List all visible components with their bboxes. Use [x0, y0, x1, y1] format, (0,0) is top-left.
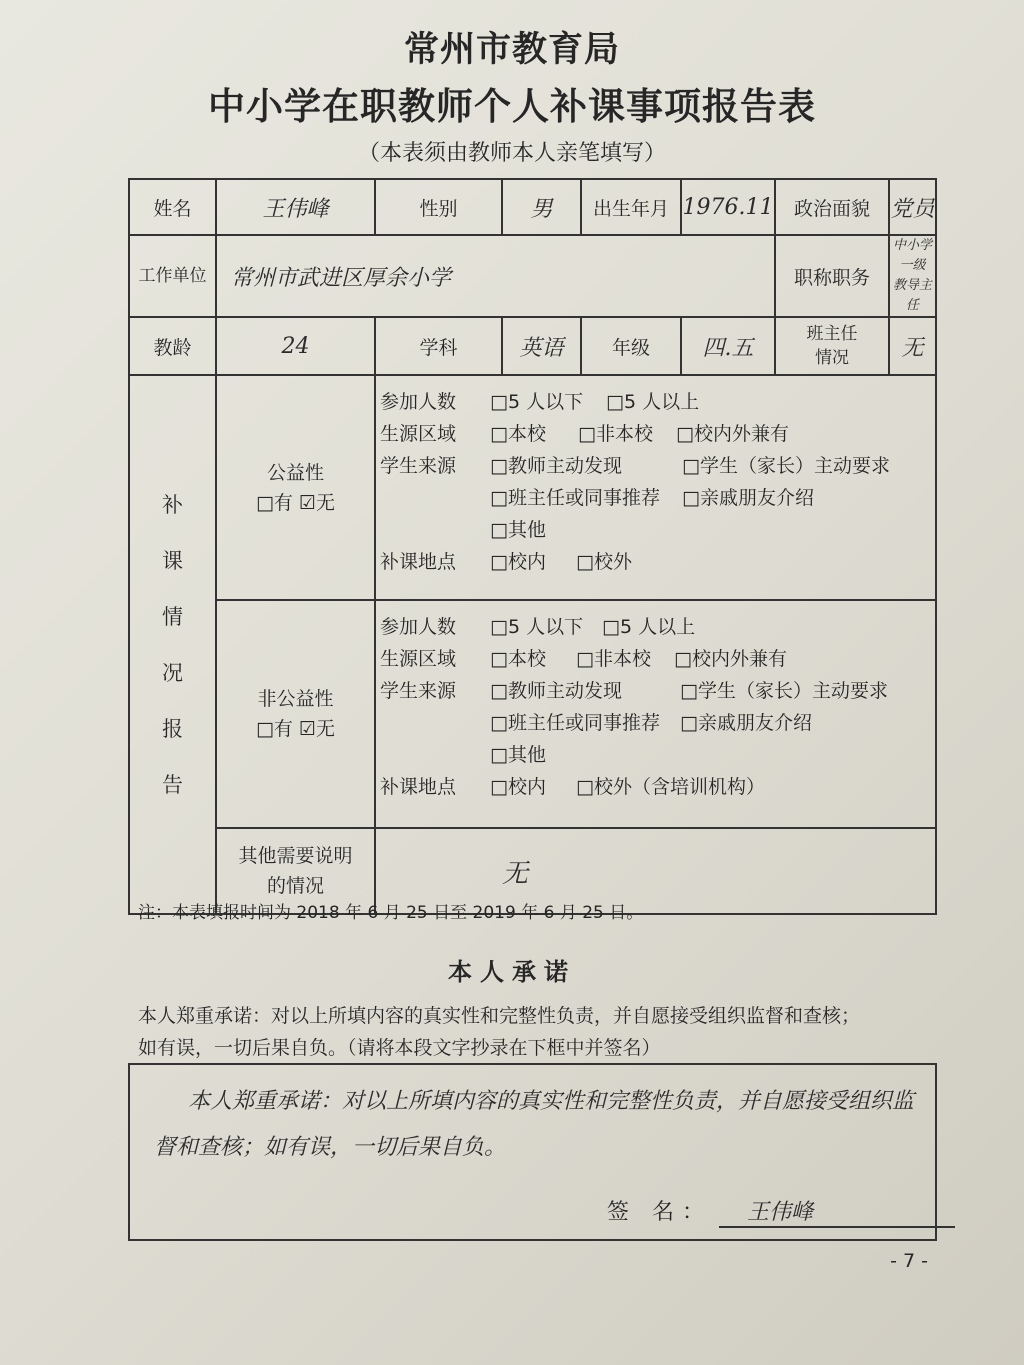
public-has-checkbox[interactable]: □有: [255, 491, 293, 514]
report-char-3: 情: [162, 604, 183, 629]
head-teacher-label-line2: 情况: [815, 348, 849, 368]
copy-line2: 督和查核；如有误，一切后果自负。: [154, 1135, 507, 1160]
form-subtitle: （本表须由教师本人亲笔填写）: [357, 141, 666, 166]
name-label: 姓名: [129, 179, 216, 235]
nonpublic-region-opt1[interactable]: □本校: [490, 648, 546, 670]
public-region-label: 生源区域: [380, 423, 457, 445]
nonpublic-source-row3: [380, 739, 935, 771]
public-source-opt1[interactable]: □教师主动发现: [490, 455, 622, 477]
public-choice: [217, 488, 374, 518]
public-source-opt3[interactable]: □班主任或同事推荐: [490, 487, 660, 509]
subject-value: 英语: [502, 317, 581, 375]
gender-value: 男: [502, 179, 581, 235]
subject-label: 学科: [375, 317, 502, 375]
nonpublic-place-label: 补课地点: [380, 776, 457, 798]
other-label-line2: 的情况: [266, 875, 324, 897]
report-char-4: 况: [162, 660, 183, 685]
nonpublic-place-opt1[interactable]: □校内: [490, 776, 546, 798]
teaching-age-value: 24: [216, 317, 375, 375]
gender-label: 性别: [375, 179, 502, 235]
report-vertical-label: [129, 375, 216, 914]
nonpublic-region-row: [380, 643, 935, 675]
report-char-2: 课: [162, 548, 183, 573]
copy-line1: 本人郑重承诺：对以上所填内容的真实性和完整性负责，并自愿接受组织监: [188, 1089, 915, 1114]
nonpublic-place-row: [380, 771, 935, 803]
nonpublic-none-checkbox[interactable]: ☑无: [298, 718, 336, 740]
public-count-row: [380, 386, 935, 418]
promise-text: [138, 1000, 938, 1064]
promise-text-line2: 如有误，一切后果自负。（请将本段文字抄录在下框中并签名）: [138, 1037, 661, 1059]
name-value: 王伟峰: [216, 179, 375, 235]
promise-title: 本人承诺: [448, 958, 576, 986]
teaching-age-label: 教龄: [129, 317, 216, 375]
public-source-row2: [380, 482, 935, 514]
nonpublic-count-label: 参加人数: [380, 616, 457, 638]
public-count-opt1[interactable]: □5 人以下: [490, 391, 584, 413]
nonpublic-source-opt1[interactable]: □教师主动发现: [490, 680, 622, 702]
birth-value: 1976.11: [681, 179, 775, 235]
nonpublic-source-opt4[interactable]: □亲戚朋友介绍: [680, 712, 812, 734]
public-label: 公益性: [266, 461, 324, 484]
public-region-opt3[interactable]: □校内外兼有: [676, 423, 789, 445]
nonpublic-source-row2: [380, 707, 935, 739]
work-unit-label: 工作单位: [129, 235, 216, 317]
nonpublic-source-opt5[interactable]: □其他: [490, 744, 546, 766]
title-label: 职称职务: [775, 235, 889, 317]
public-count-label: 参加人数: [380, 391, 457, 413]
public-place-opt2[interactable]: □校外: [576, 551, 632, 573]
public-none-checkbox[interactable]: ☑无: [298, 491, 336, 514]
title-value-line1: 中小学一级: [892, 238, 932, 273]
head-teacher-value: 无: [889, 317, 936, 375]
political-value: 党员: [889, 179, 936, 235]
head-teacher-label-line1: 班主任: [806, 324, 858, 344]
political-label: 政治面貌: [775, 179, 889, 235]
nonpublic-place-opt2[interactable]: □校外（含培训机构）: [576, 776, 765, 798]
nonpublic-count-opt2[interactable]: □5 人以上: [602, 616, 696, 638]
nonpublic-choice: [217, 714, 374, 744]
form-title: 中小学在职教师个人补课事项报告表: [208, 85, 816, 128]
public-count-opt2[interactable]: □5 人以上: [606, 391, 700, 413]
public-region-opt1[interactable]: □本校: [490, 423, 546, 445]
promise-text-line1: 本人郑重承诺：对以上所填内容的真实性和完整性负责，并自愿接受组织监督和查核；: [138, 1005, 861, 1027]
nonpublic-source-opt3[interactable]: □班主任或同事推荐: [490, 712, 660, 734]
nonpublic-region-opt2[interactable]: □非本校: [576, 648, 651, 670]
note-text: 注：本表填报时间为 2018 年 6 月 25 日至 2019 年 6 月 25 日。: [138, 903, 644, 923]
nonpublic-label: 非公益性: [257, 688, 334, 710]
public-region-row: [380, 418, 935, 450]
nonpublic-source-row: [380, 675, 935, 707]
grade-value: 四.五: [681, 317, 775, 375]
public-source-opt5[interactable]: □其他: [490, 519, 546, 541]
title-value: [889, 235, 936, 317]
nonpublic-source-opt2[interactable]: □学生（家长）主动要求: [680, 680, 888, 702]
public-type-cell: [216, 375, 375, 600]
nonpublic-type-cell: [216, 600, 375, 828]
signature-line: [607, 1195, 955, 1228]
nonpublic-region-label: 生源区域: [380, 648, 457, 670]
head-teacher-label: [775, 317, 889, 375]
signature-value[interactable]: 王伟峰: [719, 1195, 955, 1228]
nonpublic-region-opt3[interactable]: □校内外兼有: [674, 648, 787, 670]
other-label-line1: 其他需要说明: [238, 845, 353, 867]
title-value-line2: 教导主任: [892, 278, 932, 313]
grade-label: 年级: [581, 317, 681, 375]
public-place-label: 补课地点: [380, 551, 457, 573]
birth-label: 出生年月: [581, 179, 681, 235]
report-char-6: 告: [162, 772, 183, 797]
public-source-opt4[interactable]: □亲戚朋友介绍: [682, 487, 814, 509]
signature-label: 签 名：: [607, 1200, 712, 1225]
page-number: - 7 -: [890, 1250, 928, 1272]
org-title: 常州市教育局: [403, 30, 620, 70]
report-char-1: 补: [162, 492, 183, 517]
public-region-opt2[interactable]: □非本校: [578, 423, 653, 445]
public-place-opt1[interactable]: □校内: [490, 551, 546, 573]
public-source-row: [380, 450, 935, 482]
nonpublic-count-opt1[interactable]: □5 人以下: [490, 616, 584, 638]
handwritten-copy-box[interactable]: [128, 1063, 937, 1241]
public-source-label: 学生来源: [380, 455, 457, 477]
public-source-row3: [380, 514, 935, 546]
nonpublic-count-row: [380, 611, 935, 643]
report-char-5: 报: [162, 716, 183, 741]
nonpublic-source-label: 学生来源: [380, 680, 457, 702]
handwritten-copy: [154, 1079, 928, 1171]
public-source-opt2[interactable]: □学生（家长）主动要求: [682, 455, 890, 477]
public-place-row: [380, 546, 935, 578]
work-unit-value: 常州市武进区厚余小学: [216, 235, 775, 317]
nonpublic-options: [375, 600, 936, 828]
other-value: 无: [375, 828, 936, 914]
nonpublic-has-checkbox[interactable]: □有: [255, 718, 293, 740]
report-table: [128, 178, 937, 915]
public-options: [375, 375, 936, 600]
